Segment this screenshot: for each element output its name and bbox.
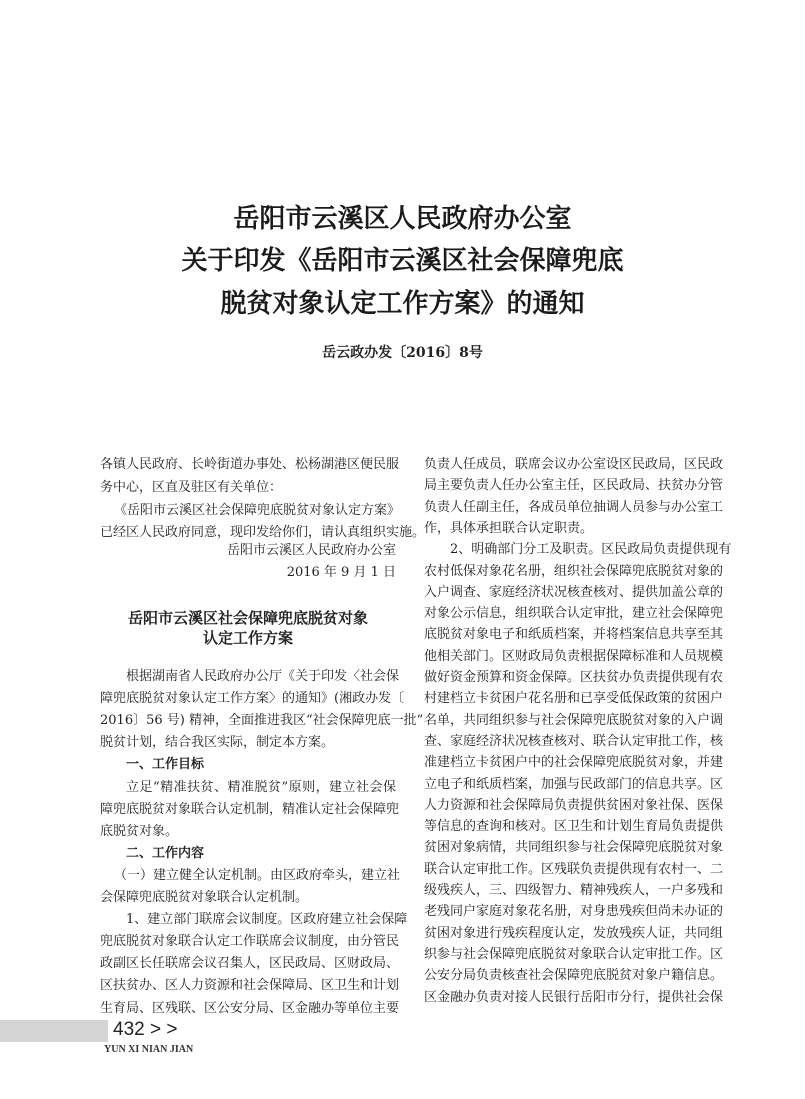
body-line: 负责人任成员，联席会议办公室设区民政局，区民政 [424,457,724,472]
body-line: 会保障兜底脱贫对象联合认定机制。 [100,890,309,905]
body-line: 农村低保对象花名册，组织社会保障兜底脱贫对象的 [424,563,724,579]
body-line: 人力资源和社会保障局负责提供贫困对象社保、医保 [424,797,724,813]
body-line: 公安分局负责核查社会保障兜底脱贫对象户籍信息。 [424,968,724,984]
body-line: 兜底脱贫对象联合认定工作联席会议制度，由分管民 [100,934,400,950]
body-line: 贫困对象病情，共同组织参与社会保障兜底脱贫对象 [424,840,724,856]
body-line: 立足“精准扶贫、精准脱贫”原则，建立社会保 [126,779,396,795]
section-heading: 一、工作目标 [126,757,205,773]
title-line-2: 关于印发《岳阳市云溪区社会保障兜底 [181,246,624,276]
document-number: 岳云政办发〔2016〕8号 [322,345,483,361]
body-line: 局主要负责人任办公室主任，区民政局、扶贫办分管 [424,478,724,494]
body-line: 入户调查、家庭经济状况核查核对、提供加盖公章的 [424,584,724,600]
body-line: 对象公示信息，组织联合认定审批，建立社会保障兜 [424,606,724,622]
body-line: 障兜底脱贫对象联合认定机制，精准认定社会保障兜 [100,801,400,817]
body-line: 他相关部门。区财政局负责根据保障标准和人员规模 [424,648,724,664]
body-line: 查、家庭经济状况核查核对、联合认定审批工作，核 [424,733,724,749]
body-line: 织参与社会保障兜底脱贫对象联合认定审批工作。区 [424,946,724,962]
body-line: 政副区长任联席会议召集人，区民政局、区财政局、 [100,956,400,972]
body-line: 根据湖南省人民政府办公厅《关于印发〈社会保 [126,669,400,684]
notice-line: 《岳阳市云溪区社会保障兜底脱贫对象认定方案》 [114,503,401,518]
title-line-3: 脱贫对象认定工作方案》的通知 [220,289,585,319]
body-line: 生育局、区残联、区公安分局、区金融办等单位主要 [100,1000,400,1016]
body-line: 区扶贫办、区人力资源和社会保障局、区卫生和计划 [100,978,400,994]
body-line: 底脱贫对象电子和纸质档案，并将档案信息共享至其 [424,627,724,643]
plan-title-line-1: 岳阳市云溪区社会保障兜底脱贫对象 [127,609,368,627]
journal-name: YUN XI NIAN JIAN [104,1044,194,1055]
plan-title-line-2: 认定工作方案 [202,629,293,647]
body-line: 2、明确部门分工及职责。区民政局负责提供现有 [450,542,732,558]
body-line: 作，具体承担联合认定职责。 [424,520,594,536]
body-line: 村建档立卡贫困户花名册和已享受低保政策的贫困户 [424,691,724,707]
notice-line: 已经区人民政府同意，现印发给你们，请认真组织实施。 [100,525,426,540]
body-line: 等信息的查询和核对。区卫生和计划生育局负责提供 [424,819,724,835]
body-line: 级残疾人，三、四级智力、精神残疾人，一户多残和 [424,883,724,898]
notice-line: 务中心，区直及驻区有关单位： [100,480,283,495]
title-line-1: 岳阳市云溪区人民政府办公室 [233,204,572,234]
body-line: 脱贫计划，结合我区实际，制定本方案。 [100,735,335,751]
footer-bar [0,1020,108,1042]
body-line: 准建档立卡贫困户中的社会保障兜底脱贫对象，并建 [424,755,724,771]
body-line: 障兜底脱贫对象认定工作方案〉的通知》(湘政办发〔 [100,691,405,707]
body-line: 区金融办负责对接人民银行岳阳市分行，提供社会保 [424,989,724,1005]
signature: 岳阳市云溪区人民政府办公室 [226,543,396,558]
body-line: 立电子和纸质档案，加强与民政部门的信息共享。区 [424,776,724,792]
notice-line: 各镇人民政府、长岭街道办事处、松杨湖港区便民服 [100,457,400,472]
date: 2016 年 9 月 1 日 [286,565,396,580]
body-line: 底脱贫对象。 [100,823,179,839]
body-line: （一）建立健全认定机制。由区政府牵头，建立社 [114,867,401,883]
body-line: 联合认定审批工作。区残联负责提供现有农村一、二 [424,861,724,877]
body-line: 2016〕56 号) 精神，全面推进我区“社会保障兜底一批” [100,713,424,729]
body-line: 负责人任副主任，各成员单位抽调人员参与办公室工 [424,499,724,515]
body-line: 做好资金预算和资金保障。区扶贫办负责提供现有农 [424,670,724,685]
body-line: 名单，共同组织参与社会保障兜底脱贫对象的入户调 [424,712,724,728]
section-heading: 二、工作内容 [126,845,205,861]
body-line: 贫困对象进行残疾程度认定，发放残疾人证，共同组 [424,925,724,941]
page-number: 432 > > [113,1019,178,1040]
body-line: 老残同户家庭对象花名册，对身患残疾但尚未办证的 [424,904,724,920]
body-line: 1、建立部门联席会议制度。区政府建立社会保障 [126,912,408,928]
